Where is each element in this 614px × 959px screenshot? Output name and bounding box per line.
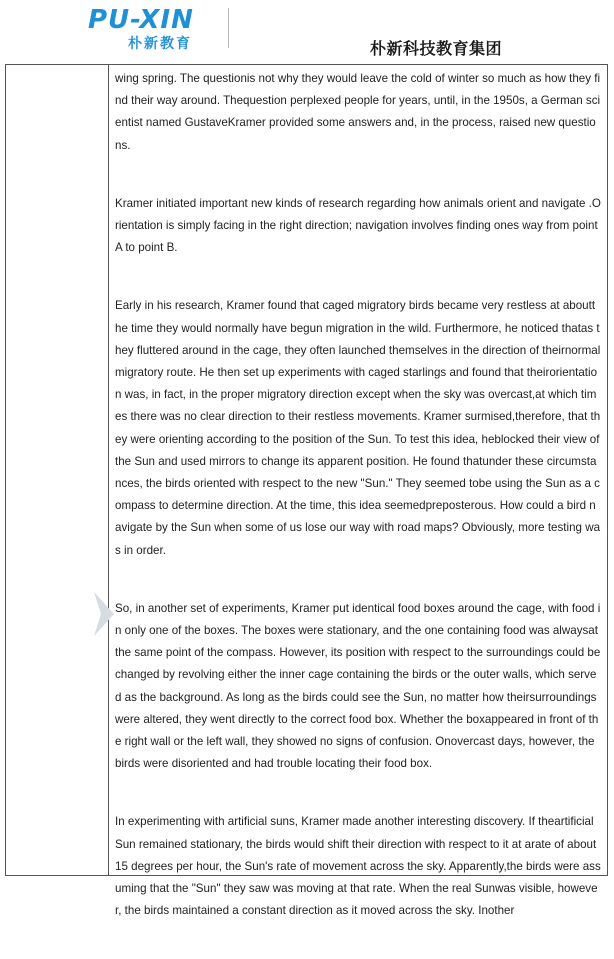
paragraph-5: In experimenting with artificial suns, Kramer made another interesting discovery. If theartificial Sun remained stationary, the birds would shift their direction with respect to it at arate of about 15 degrees per hour, the Sun's rate of movement across the sky. Apparently,the birds were assuming that the "Sun" they saw was moving at that rate. When the real Sunwas visible, however, the birds maintained a constant direction as it moved across the sky. Inother bbox=[115, 815, 601, 918]
paragraph-2: Kramer initiated important new kinds of research regarding how animals orient and navigate .Orientation is simply facing in the right direction; navigation involves finding ones way from point A to point B. bbox=[115, 196, 601, 255]
document-body bbox=[115, 68, 601, 959]
brand-title: 朴新科技教育集团 bbox=[370, 39, 503, 58]
logo-divider bbox=[228, 8, 229, 48]
logo-wordmark: PU-XIN bbox=[88, 5, 194, 35]
paragraph-3: Early in his research, Kramer found that caged migratory birds became very restless at aboutthe time they would normally have begun migration in the wild. Furthermore, he noticed thatas they fluttered around in the cage, they often launched themselves in the direction of theirnormal migratory route. He then set up experiments with caged starlings and found that theirorientation was, in fact, in the proper migratory direction except when the sky was overcast,at which times there was no clear direction to their restless movements. Kramer surmised,therefore, that they were orienting according to the position of the Sun. To test this idea, heblocked their view of the Sun and used mirrors to change its apparent position. He found thatunder these circumstances, the birds oriented with respect to the new "Sun." They seemed tobe using the Sun as a compass to determine direction. At the time, this idea seemedpreposterous. How could a bird navigate by the Sun when some of us lose our way with road maps? Obviously, more testing was in order. bbox=[115, 299, 601, 557]
margin-column-divider bbox=[108, 64, 109, 876]
page-header bbox=[0, 0, 614, 64]
paragraph-1: wing spring. The questionis not why they would leave the cold of winter so much as how they find their way around. Thequestion perplexed people for years, until, in the 1950s, a German scientist named GustaveKramer provided some answers and, in the process, raised new questions. bbox=[115, 72, 601, 152]
brand-logo bbox=[88, 6, 223, 52]
logo-chinese-text: 朴新教育 bbox=[128, 36, 192, 52]
chevron-watermark-icon bbox=[92, 590, 116, 638]
paragraph-4: So, in another set of experiments, Kramer put identical food boxes around the cage, with food in only one of the boxes. The boxes were stationary, and the one containing food was alwaysat the same point of the compass. However, its position with respect to the surroundings could be changed by revolving either the inner cage containing the birds or the outer walls, which served as the background. As long as the birds could see the Sun, no matter how theirsurroundings were altered, they went directly to the correct food box. Whether the boxappeared in front of the right wall or the left wall, they showed no signs of confusion. Onovercast days, however, the birds were disoriented and had trouble locating their food box. bbox=[115, 601, 601, 771]
